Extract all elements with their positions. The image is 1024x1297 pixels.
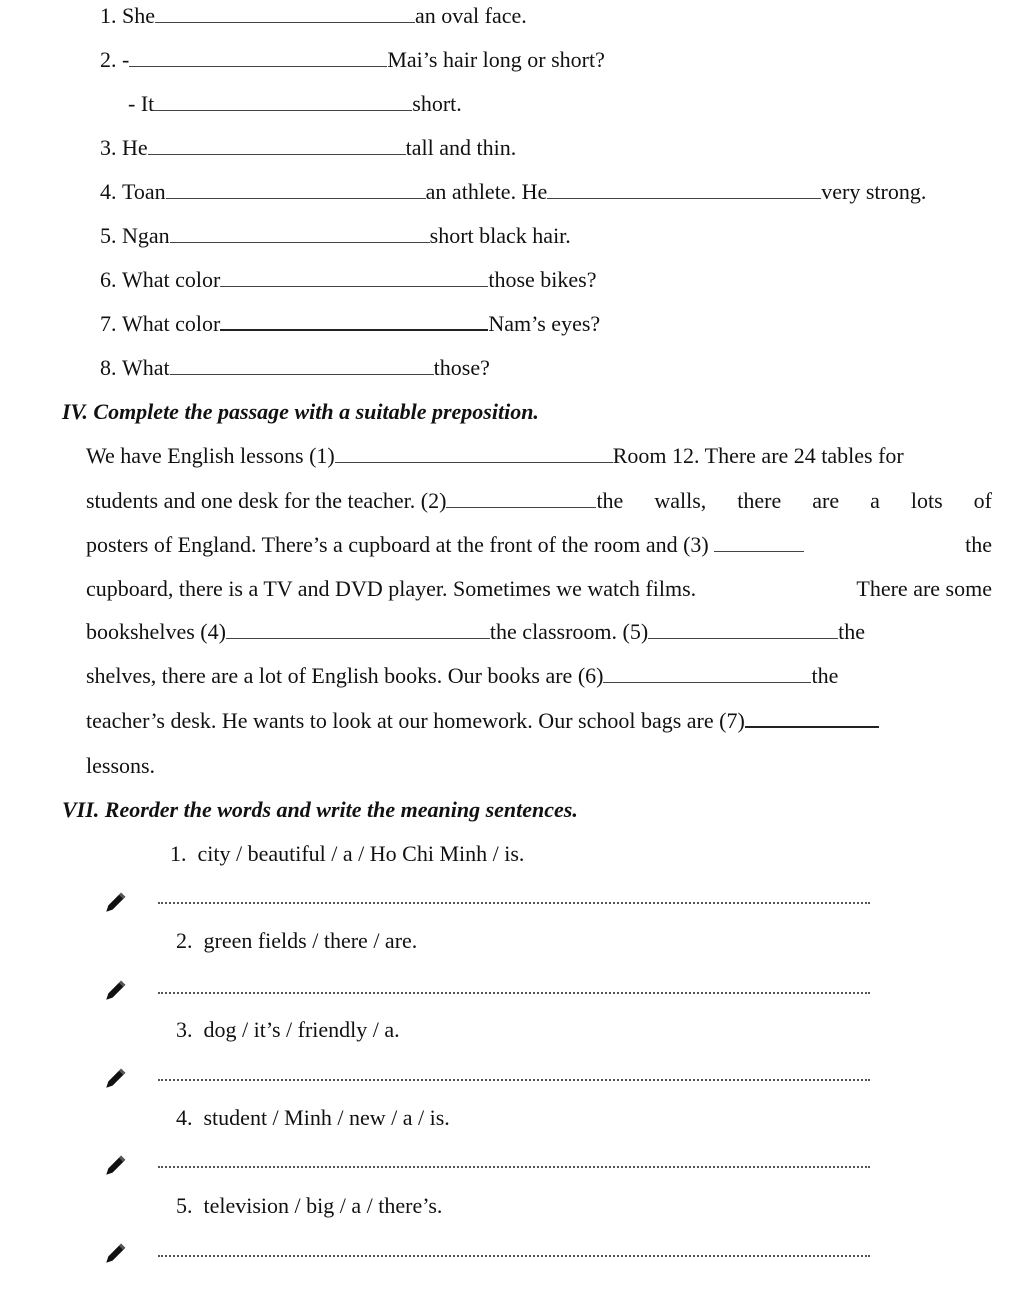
answer-line[interactable] bbox=[158, 992, 870, 994]
q2-answer: - It short. bbox=[128, 91, 462, 116]
pencil-icon bbox=[100, 1241, 128, 1269]
reorder-item-2: 2. green fields / there / are. bbox=[176, 928, 418, 953]
answer-blank[interactable] bbox=[148, 136, 406, 155]
answer-blank[interactable] bbox=[170, 356, 434, 375]
q1: 1. She an oval face. bbox=[100, 3, 527, 28]
answer-blank[interactable] bbox=[335, 444, 613, 463]
answer-line[interactable] bbox=[158, 902, 870, 904]
q4: 4. Toan an athlete. He very strong. bbox=[100, 179, 927, 204]
answer-line[interactable] bbox=[158, 1166, 870, 1168]
answer-blank[interactable] bbox=[166, 180, 426, 199]
answer-line[interactable] bbox=[158, 1079, 870, 1081]
pencil-icon bbox=[100, 1066, 128, 1094]
answer-blank[interactable] bbox=[547, 180, 821, 199]
pencil-icon bbox=[100, 890, 128, 918]
q2: 2. - Mai’s hair long or short? bbox=[100, 47, 605, 72]
passage-line-3: posters of England. There’s a cupboard at the front of the room and (3) the bbox=[86, 532, 992, 557]
answer-blank[interactable] bbox=[226, 620, 490, 639]
section-heading-vii: VII. Reorder the words and write the meaning sentences. bbox=[62, 797, 578, 822]
q7: 7. What color Nam’s eyes? bbox=[100, 311, 601, 336]
reorder-item-1: 1. city / beautiful / a / Ho Chi Minh / is. bbox=[170, 841, 525, 866]
pencil-icon bbox=[100, 1153, 128, 1181]
passage-line-4: cupboard, there is a TV and DVD player. Sometimes we watch films. There are some bbox=[86, 576, 992, 601]
q3: 3. He tall and thin. bbox=[100, 135, 517, 160]
pencil-icon bbox=[100, 978, 128, 1006]
q5: 5. Ngan short black hair. bbox=[100, 223, 571, 248]
passage-line-2: students and one desk for the teacher. (2) the walls, there are a lots of bbox=[86, 488, 992, 513]
passage-line-1: We have English lessons (1) Room 12. There are 24 tables for bbox=[86, 443, 904, 468]
answer-blank[interactable] bbox=[745, 708, 879, 728]
q6: 6. What color those bikes? bbox=[100, 267, 597, 292]
reorder-item-4: 4. student / Minh / new / a / is. bbox=[176, 1105, 450, 1130]
passage-line-6: shelves, there are a lot of English books. Our books are (6) the bbox=[86, 663, 839, 688]
answer-blank[interactable] bbox=[155, 4, 415, 23]
answer-line[interactable] bbox=[158, 1255, 870, 1257]
reorder-item-5: 5. television / big / a / there’s. bbox=[176, 1193, 443, 1218]
section-heading-iv: IV. Complete the passage with a suitable preposition. bbox=[62, 399, 539, 424]
answer-blank[interactable] bbox=[648, 620, 838, 639]
answer-blank[interactable] bbox=[603, 664, 811, 683]
answer-blank[interactable] bbox=[220, 311, 488, 331]
passage-line-8: lessons. bbox=[86, 753, 156, 778]
passage-line-5: bookshelves (4) the classroom. (5) the bbox=[86, 619, 866, 644]
answer-blank[interactable] bbox=[446, 489, 596, 508]
passage-line-7: teacher’s desk. He wants to look at our homework. Our school bags are (7) bbox=[86, 707, 879, 735]
answer-blank[interactable] bbox=[129, 48, 387, 67]
answer-blank[interactable] bbox=[154, 92, 412, 111]
reorder-item-3: 3. dog / it’s / friendly / a. bbox=[176, 1017, 400, 1042]
q8: 8. What those? bbox=[100, 355, 490, 380]
answer-blank[interactable] bbox=[170, 224, 430, 243]
answer-blank[interactable] bbox=[714, 533, 804, 552]
answer-blank[interactable] bbox=[220, 268, 488, 287]
